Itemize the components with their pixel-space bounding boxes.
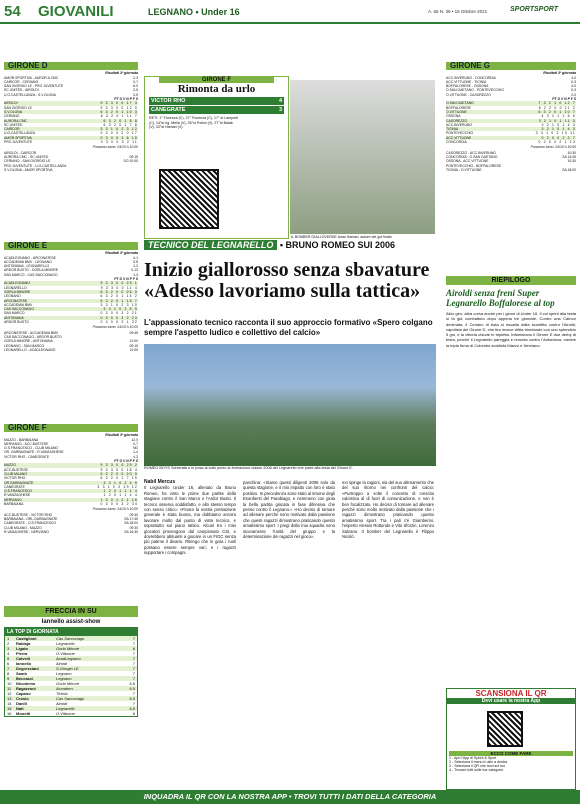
riepilogo-title: Airoldi senza freni Super Legnarello Boffalorese al top: [446, 288, 555, 308]
result: 0-8: [133, 259, 138, 264]
next-round-note: Prossimo turno: 24/10 h.10:00: [92, 507, 138, 512]
rank: 11: [7, 686, 12, 691]
match: BOFFALORESE - OSSONA: [446, 84, 489, 89]
fixture: PONTEVECCHIO - BOFFALORESE: [446, 163, 502, 168]
footer-banner: INQUADRA IL QR CON LA NOSTRA APP • TROVI TUTTI I DATI DELLA CATEGORIA: [0, 790, 580, 804]
team-stats: 1 2 0 1 1 1 4: [103, 489, 138, 494]
result: 4-0: [571, 84, 576, 89]
section-title: GIOVANILI: [38, 3, 114, 20]
rank: 6: [7, 661, 10, 666]
player-name: Beccacci: [16, 676, 34, 681]
fixture: CONCORDIA - O.SAN GAETANO: [446, 154, 498, 159]
rating: 7: [132, 666, 135, 671]
club: AcadLegnano: [56, 656, 81, 661]
results-heading: Risultati 3ª giornata: [105, 71, 138, 76]
player-name: Ligato: [16, 646, 28, 651]
team-name: LEGNANO: [4, 294, 21, 299]
rank: 16: [7, 711, 12, 716]
team-stats: 3 2 1 0 1 4 3: [541, 122, 576, 127]
match: CAIRCOR - CERIANO: [4, 79, 39, 84]
fixture-row: [4, 530, 138, 534]
team-name: LEGNARELLO: [4, 285, 27, 290]
freccia-title: FRECCIA IN SU: [4, 606, 138, 617]
team-stats: 0 3 0 0 3 2 11: [100, 140, 138, 145]
riepilogo-box: [446, 276, 576, 348]
fixture: AIROLDI - CAIRCOR: [4, 150, 37, 155]
result: ND: [133, 446, 138, 451]
author: Nabil Mercus: [144, 479, 176, 485]
team-stats: 6 3 2 0 0 26 0: [100, 289, 138, 294]
team-stats: 6 3 2 0 1 15 7: [100, 298, 138, 303]
team-name: BOFFALORESE: [446, 105, 471, 110]
scan-qr-box: [446, 688, 576, 790]
score-box: [149, 97, 284, 114]
team-stats: 3 3 1 0 2 4 9: [103, 480, 138, 485]
team-photo: [144, 344, 436, 466]
team-stats: 0 3 0 0 3 6 15: [100, 135, 138, 140]
fixture: CAS SACCONAGO - ARDOR BUSTO: [4, 334, 62, 339]
rank: 2: [7, 641, 10, 646]
club: S.Giorgio LE: [56, 666, 79, 671]
team-stats: 6 3 2 0 1 14 2: [100, 294, 138, 299]
team-name: S.V.OLONA: [4, 109, 22, 114]
top-table-title: LA TOP DI GIORNATA: [5, 628, 137, 636]
group-title: GIRONE F: [4, 424, 138, 432]
rank: 4: [7, 651, 10, 656]
article-col-1: Nabil Mercus Il Legnarello Under 16, allenato da Bruno Romeo, ha vinto le prime due partite della stagione contro il San Marco e l'Ardor Busto. Il tecnico osserva soddisfatto, e allo stesso tempo con senso critico: «Finora la nostra prestazione generale è stata buona, ma dobbiamo ancora lavorare molto dal punto di vista tecnico, e soprattutto sul piano tattico. Alcuni tra i miei giocatori provengono dal campionato CSI, e dovrebbero abituarsi a giocare in un FIGC senza più patirne il divario. Ritengo che in gara i ruoli possano essere sempre vari, e i ragazzi supportare i compagni.: [144, 479, 236, 556]
match: VICTOR RHO - CANEGRATE: [4, 454, 50, 459]
club: Gorla Minore: [56, 681, 80, 686]
team-name: MAZZO: [4, 463, 16, 468]
fixture: GORLA MINORE - ANTONIANA: [4, 339, 53, 344]
match: SAN MARCO - CAS SACCONAGO: [4, 272, 58, 277]
score-row: VICTOR RHO 4: [151, 98, 282, 104]
rank: 14: [7, 701, 12, 706]
rating: 6.5: [129, 696, 135, 701]
player-name: Rabiaja: [16, 641, 31, 646]
team-stats: 9 3 3 0 0 29 1: [100, 281, 138, 286]
club: Cas Sacconago: [56, 696, 85, 701]
match: SC UNITED - AIROLDI: [4, 88, 39, 93]
team-stats: 3 2 1 0 1 4 3: [541, 127, 576, 132]
match: SAN GIORGIO LE - PRO JUVENTUTE: [4, 84, 64, 89]
lead: L'appassionato tecnico racconta il suo approccio formativo «Spero colgano sempre l'aspetto ludico e collettivo del calcio»: [144, 318, 433, 337]
team-stats: 0 3 0 0 3 2 23: [100, 315, 138, 320]
rimonta-box: [144, 76, 289, 239]
fixture-row: [4, 168, 138, 172]
rank: 5: [7, 656, 10, 661]
match: O.S.FRANCESCO - CLUB MILANO: [4, 446, 59, 451]
player-name: Iannello: [16, 661, 32, 666]
team-stats: 4 3 1 1 1 6 6: [541, 114, 576, 119]
result: 1-2: [133, 264, 138, 269]
girone-e: [4, 242, 138, 352]
team-name: O.S.FRANCESCO: [4, 489, 33, 494]
team-stats: 9 3 3 0 0 29 2: [100, 463, 138, 468]
player-name: Samb: [16, 671, 27, 676]
result: 2-5: [133, 88, 138, 93]
standings-table: [4, 97, 138, 144]
match: U.G.CASTELLANZA - S.V.OLONA: [4, 92, 56, 97]
scan-sub: Devi usare la nostra App: [447, 698, 575, 704]
player-name: Monetti: [16, 711, 31, 716]
result: 2-0: [571, 92, 576, 97]
team-name: CAIRCOR: [4, 127, 20, 132]
team-name: ANTONIANA: [4, 315, 24, 320]
player-name: Calvelli: [16, 656, 31, 661]
headline: Inizio giallorosso senza sbavature «Adesso lavoriamo sulla tattica»: [144, 259, 430, 302]
table-header-label: PT G V N P F S: [114, 459, 138, 464]
scan-step: 3 - Seleziona il QR che trovi sul tuo: [449, 764, 506, 768]
team-stats: 0 3 0 0 2 0 17: [100, 131, 138, 136]
rank: 7: [7, 666, 10, 671]
rating: 6.5: [129, 686, 135, 691]
article-ribbon: [144, 240, 436, 252]
team-stats: 9 3 3 0 0 18 4: [100, 467, 138, 472]
page-header: [0, 0, 580, 24]
team-stats: 6 2 2 0 0 11 2: [538, 105, 576, 110]
fixture: LEGNARELLO - ACADLEGNANO: [4, 347, 56, 352]
player-photo: [290, 80, 435, 240]
issue-date: A. 65 N. 39 • 18 Ottobre 2021: [428, 9, 488, 14]
next-round-note: Prossimo turno: 24/10 h.10:00: [92, 145, 138, 150]
table-header-label: PT G V N P F S: [552, 97, 576, 102]
scan-step: 4 - Trovare tutti sulle tue categorie: [449, 768, 504, 772]
table-row: [4, 320, 138, 324]
league-label: LEGNANO • Under 16: [148, 7, 240, 17]
article-col-3: mo spinge la ragioni, sia del suo allenamento che del suo ritorno nei confronti del calcio: «Purtroppo a volte il concetto di crescita calcistica al di fuori di comunicazione, e non è ben focalizzato. Ho deciso di tornare ad allenare perché sono molto motivato dalla passione che i ragazzi dimostrano praticando questo amatissimo sport. Tra i pali c'è Giamberini, l'esperto Alessio Rottundo e Vito Sforzin, Lorenzo Salzano. Il bomber del Legnarello è Filippo Nicolò.: [342, 480, 434, 540]
rating: 7: [132, 656, 135, 661]
team-name: AURORA CMC: [4, 118, 27, 123]
match: O.VITTUONE - CASOREZZO: [446, 92, 491, 97]
table-row: [446, 140, 576, 144]
team-stats: 6 3 2 0 1 11 7: [100, 114, 138, 119]
table-row: [4, 140, 138, 144]
rank: 8: [7, 671, 10, 676]
fixture-time: 09:45: [129, 330, 138, 335]
club: Airoldi: [56, 701, 68, 706]
girone-f-standings: [4, 424, 138, 534]
fixture: R.VADAGHESE - NERVIANO: [4, 529, 49, 534]
club: Legnarello: [56, 641, 75, 646]
fixture: BARBAIANA - ORL.GARBAGNATE: [4, 516, 58, 521]
box-kicker: GIRONE F: [159, 77, 274, 83]
fixture: ACC.BUSTESE - VICTOR RHO: [4, 512, 53, 517]
fixture-time: SA 18:00: [562, 167, 576, 172]
fixture-row: [4, 348, 138, 352]
team-name: PONTEVECCHIO: [446, 131, 474, 136]
group-title: GIRONE E: [4, 242, 138, 250]
fixture-time: 10:30: [567, 150, 576, 155]
result: 0-13: [131, 268, 138, 273]
fixture: AURORA CMC - SC UNITED: [4, 154, 49, 159]
rating: 7: [132, 701, 135, 706]
riepilogo-text: Altro giro, altra corsa anche per i gironi di Under 16. Il cui sprint alla testa si fa già combattuto dopo appena tre giornate. Contro una Caircor decimata, il Ceriano di Asta si riscatta dalla sconfitta contro l'Airoldi, capolista del Girone D, che tira invece dritta trionfando con uno splendido 5 gol, e la vittoria chiude in tripletta. Infiammano il Girone E due derby di testa, perché il Legnarello pareggia e rimonta contro l'Antoniana, mentre la tripla firma di Colombo soddisfa Mazzo e Nerviano.: [446, 311, 576, 348]
result: 0-7: [133, 441, 138, 446]
team-stats: 1 3 0 1 2 1 16: [100, 497, 138, 502]
result: 12-0: [131, 437, 138, 442]
team-name: ACC.VITTUONE: [446, 135, 472, 140]
table-header-label: PT G V N P F S: [114, 97, 138, 102]
scorers-text: RETI: 1° Fiorenza (C), 27° Fiorenza (C), 17° st Lamperti (C), 14°st rig. Mella (V), 26°st Polesi (V), 27°st Balab (V), 33°st Hamari (V).: [149, 116, 239, 130]
team-name: SC UNITED: [4, 122, 23, 127]
brand-logo: SPORTSPORT: [510, 6, 558, 13]
team-stats: 3 3 1 0 2 19 12: [97, 484, 138, 489]
fixture-time: 09:30: [129, 512, 138, 517]
box-title: Rimonta da urlo: [177, 83, 256, 95]
rank: 3: [7, 646, 10, 651]
player-name: Ragazzoni: [16, 686, 36, 691]
player-name: Castiglioni: [16, 636, 37, 641]
rating: 6.5: [129, 706, 135, 711]
table-header-label: PT G V N P F S: [114, 277, 138, 282]
qr-code[interactable]: [487, 711, 523, 747]
player-name: Degresciani: [16, 666, 39, 671]
rank: 10: [7, 681, 12, 686]
fixture-time: 10:30: [567, 159, 576, 164]
ribbon-kicker: TECNICO DEL LEGNARELLO: [144, 240, 277, 250]
next-round-note: Prossimo turno: 24/10 h.10:00: [92, 325, 138, 330]
team-name: O.SAN GAETANO: [446, 101, 474, 106]
result: 0-3: [571, 79, 576, 84]
club: O.Vittuone: [56, 651, 75, 656]
match: ACC.INVERUNO - CONCORDIA: [446, 75, 496, 80]
article-col-2: panchina: «Siamo questi diligenti 2006 solo da questa stagione, e il mio impatto con loro è stato positivo. In precedenza sono stato al timone degli Esordienti del Parabiago, e nemmeno con gioia la bella partita giocata in fase difensiva che penso contro il Legnano.» «Ho deciso di tornare ad allenare perché sono motivato dalla passione che questi ragazzi dimostrano praticando questo amatissimo sport. I pregi della mia squadra sono sicuramente l'unità del gruppo e la determinazione dei ragazzi nel gioco».: [243, 480, 335, 540]
team-stats: 3 3 1 0 2 3 10: [100, 302, 138, 307]
team-name: BARBAIANA: [4, 502, 24, 507]
team-stats: 0 3 0 0 3 2 21: [100, 311, 138, 316]
club: Cas Sacconago: [56, 636, 85, 641]
team-stats: 6 3 2 0 1 7 19: [100, 476, 138, 481]
rating: 7: [132, 661, 135, 666]
fixture: CASOREZZO - ACC.INVERUNO: [446, 150, 496, 155]
score-row: CANEGRATE 3: [151, 107, 282, 113]
team-stats: 9 3 3 0 0 11 4: [100, 285, 138, 290]
player-name: Capano: [16, 691, 31, 696]
fixture-time: SA 18:00: [124, 521, 138, 526]
result: 0-5: [133, 92, 138, 97]
rank: 13: [7, 696, 12, 701]
result: 4-1: [133, 255, 138, 260]
freccia-box: [4, 606, 138, 794]
team-name: AIROLDI: [4, 101, 18, 106]
team-name: CLUB MILANO: [4, 471, 27, 476]
fixture: CANEGRATE - O.S.FRANCESCO: [4, 521, 56, 526]
team-name: OR.GARBAGNATE: [4, 480, 34, 485]
team-stats: 0 3 0 0 3 2 34: [100, 502, 138, 507]
club: Legnarello: [56, 706, 75, 711]
fixture-row: [446, 168, 576, 172]
team-name: GORLA MINORE: [4, 289, 31, 294]
team-stats: 3 3 1 0 2 10 11: [535, 131, 576, 136]
results-heading: Risultati 3ª giornata: [105, 433, 138, 438]
photo-caption: IL BOMBER GIALLOVERDE Anas Hamari, autore del gol finale: [290, 234, 435, 240]
match: NERVIANO - ACC.BUSTESE: [4, 441, 49, 446]
team-name: CONCORDIA: [446, 140, 467, 145]
fixture-time: SA 14:45: [562, 154, 576, 159]
scan-step: 1 - Apri l'App di Sprint & Sport: [449, 756, 497, 760]
club: Legnano: [56, 671, 72, 676]
match: ARDOR BUSTO - GORLA MINORE: [4, 268, 59, 273]
girone-d: [4, 62, 138, 172]
group-title: GIRONE G: [446, 62, 576, 70]
riepilogo-kicker: RIEPILOGO: [446, 276, 576, 285]
team-photo-caption: ROMEO BOYS Schierata e in posa al tutto punto la formazione classe 2006 del Legnarello che parte alla testa del Girone E.: [144, 466, 353, 470]
match: MAZZO - BARBAIANA: [4, 437, 39, 442]
standings-table: [4, 277, 138, 324]
scan-step: 2 - Seleziona il menu in alto a destra: [449, 760, 508, 764]
rating: 7: [132, 641, 135, 646]
fixture-time: 09:15: [129, 154, 138, 159]
team-name: U.G.CASTELLANZA: [4, 131, 36, 136]
fixture-time: 09:15: [129, 343, 138, 348]
fixture-time: SA 17:45: [124, 516, 138, 521]
fixture: CLUB MILANO - MAZZO: [4, 525, 42, 530]
match: O.SAN GAETANO - PONTEVECCHIO: [446, 88, 504, 93]
fixture: OSSONA - ACC.VITTUONE: [446, 159, 489, 164]
scan-title: SCANSIONA IL QR: [475, 689, 547, 698]
player-name: Pirera: [16, 651, 28, 656]
team-name: SAN GIORGIO LE: [4, 105, 32, 110]
team-name: AMOR SPORTIVA: [4, 135, 32, 140]
team-name: CAS SACCONAGO: [4, 307, 34, 312]
fixture: CERIANO - SAN GIORGIO LE: [4, 159, 51, 164]
result: 1-3: [133, 272, 138, 277]
rating: 6: [132, 711, 135, 716]
fixture: PRO JUVENTUTE - U.G.CASTELLANZA: [4, 163, 67, 168]
team-name: SAN MARCO: [4, 311, 25, 316]
team-stats: 3 2 1 0 1 11 3: [538, 118, 576, 123]
result: 2-3: [133, 75, 138, 80]
rank: 15: [7, 706, 12, 711]
match: ACADLEGNANO - ARCONATESE: [4, 255, 56, 260]
team-stats: 7 3 2 1 0 12 7: [538, 101, 576, 106]
fixture-time: 09:30: [129, 525, 138, 530]
result: 0-3: [571, 88, 576, 93]
team-stats: 9 3 3 0 0 12 0: [100, 105, 138, 110]
page-number: 54: [4, 3, 21, 20]
results-heading: Risultati 3ª giornata: [543, 71, 576, 76]
fixture-time: SA 16:30: [124, 529, 138, 534]
fixture: S.V.OLONA - AMOR SPORTIVA: [4, 167, 53, 172]
team-name: CERIANO: [4, 114, 20, 119]
rank: 1: [7, 636, 10, 641]
match: ACCADEMIA BMV - LEGNANO: [4, 259, 52, 264]
match: ANTONIANA - LEGNARELLO: [4, 264, 50, 269]
club: Ticinia: [56, 691, 68, 696]
player-name: Nati: [16, 706, 24, 711]
team-name: NERVIANO: [4, 497, 22, 502]
club: Gorla Minore: [56, 646, 80, 651]
team-stats: 3 3 1 0 2 5 9: [103, 307, 138, 312]
team-stats: 6 3 2 0 1 10 7: [538, 109, 576, 114]
match: ACC.VITTUONE - TICINIA: [446, 79, 487, 84]
team-stats: 6 3 2 0 1 7 6: [103, 122, 138, 127]
fixture: LEGNANO - SAN MARCO: [4, 343, 45, 348]
team-stats: 0 2 0 0 2 2 7: [541, 135, 576, 140]
fixture-time: 11:00: [129, 347, 138, 352]
fixture-time: 11:00: [129, 339, 138, 344]
rating: 7: [132, 676, 135, 681]
team-name: ARCONATESE: [4, 298, 28, 303]
team-stats: 3 3 1 0 2 3 12: [100, 127, 138, 132]
team-name: R.VANZAGHESE: [4, 493, 31, 498]
club: Legnano: [56, 676, 72, 681]
team-stats: 6 2 2 0 0 20 0: [100, 471, 138, 476]
freccia-sub: Iannello assist-show: [41, 619, 101, 625]
results-heading: Risultati 3ª giornata: [105, 251, 138, 256]
team-name: CASOREZZO: [446, 118, 468, 123]
result: 4-0: [571, 75, 576, 80]
team-name: ACCADEMIA BMV: [4, 302, 33, 307]
team-name: TICINIA: [446, 127, 459, 132]
result: 4-3: [133, 454, 138, 459]
player-name: Crosio: [16, 696, 29, 701]
rating: 6.5: [129, 681, 135, 686]
next-round-note: Prossimo turno: 24/10 h.10:00: [530, 145, 576, 150]
standings-table: [446, 97, 576, 144]
table-row: [4, 502, 138, 506]
rating: 7: [132, 651, 135, 656]
player-name: Nicodemo: [16, 681, 36, 686]
team-name: O.VITTUONE: [446, 109, 467, 114]
team-name: ACC.BUSTESE: [4, 467, 28, 472]
fixture-time: DO 10:00: [123, 159, 138, 164]
standings-table: [4, 459, 138, 506]
team-stats: 0 2 0 0 2 1 13: [538, 140, 576, 145]
team-name: CANEGRATE: [4, 484, 25, 489]
fixture: TICINIA - O.VITTUONE: [446, 167, 482, 172]
team-name: ARDOR BUSTO: [4, 320, 29, 325]
girone-g: [446, 62, 576, 172]
team-stats: 1 2 0 1 1 4 4: [103, 493, 138, 498]
result: 6-0: [133, 84, 138, 89]
rank: 12: [7, 691, 12, 696]
rating: 7: [132, 691, 135, 696]
team-stats: 0 3 0 0 3 1 32: [100, 320, 138, 325]
team-stats: 9 3 3 0 0 17 4: [100, 101, 138, 106]
team-name: PRO JUVENTUTE: [4, 140, 33, 145]
fixture: ARCONATESE - ACCADEMIA BMV: [4, 330, 59, 335]
match: OR. GARBAGNATE - R.VANZAGHESE: [4, 450, 64, 455]
group-title: GIRONE D: [4, 62, 138, 70]
ribbon-subject: • BRUNO ROMEO SUI 2006: [279, 240, 396, 250]
team-stats: 6 3 2 0 1 5 8: [103, 118, 138, 123]
top-table: [4, 627, 138, 717]
rating: 7: [132, 671, 135, 676]
team-name: OSSONA: [446, 114, 461, 119]
team-name: VICTOR RHO: [4, 476, 26, 481]
team-stats: 6 3 2 0 1 10 3: [100, 109, 138, 114]
rating: 7: [132, 636, 135, 641]
result: 0-7: [133, 79, 138, 84]
team-name: ACADLEGNANO: [4, 281, 31, 286]
qr-code[interactable]: [159, 169, 219, 229]
rating: 6: [132, 646, 135, 651]
player-name: Danili: [16, 701, 27, 706]
match: AMOR SPORTIVA - AUROR A CMC: [4, 75, 59, 80]
club: O.Vittuone: [56, 711, 75, 716]
club: Accadem.: [56, 686, 74, 691]
result: 1-4: [133, 450, 138, 455]
club: Airoldi: [56, 661, 68, 666]
rank: 9: [7, 676, 10, 681]
top-player-row: [5, 711, 137, 716]
scan-howto: ECCO COME FARE: [449, 751, 573, 756]
team-name: ACC.INVERUNO: [446, 122, 472, 127]
